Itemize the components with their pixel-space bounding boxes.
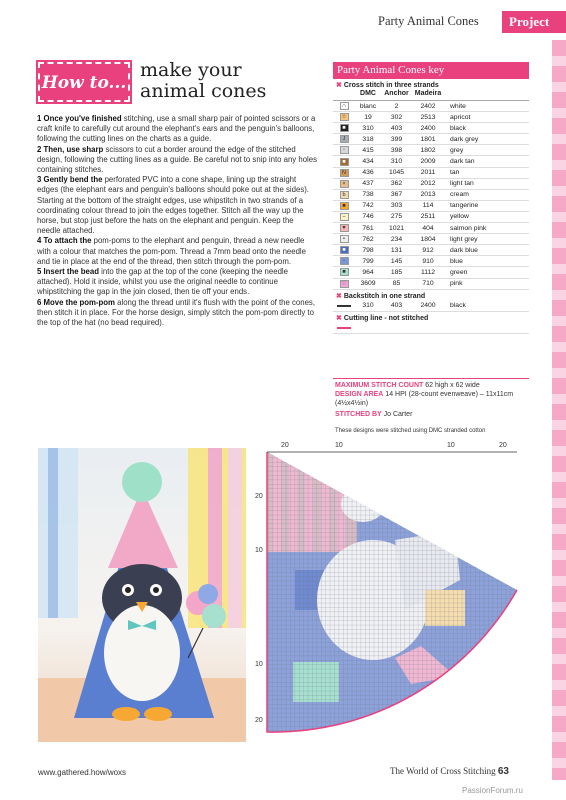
anchor-code: 275 <box>390 213 403 221</box>
dmc-code: 799 <box>362 257 374 265</box>
anchor-code: 310 <box>390 158 403 166</box>
cross-icon: ✖ <box>336 314 342 322</box>
dmc-code: 964 <box>362 268 374 276</box>
penguin-cone-illustration <box>38 448 246 742</box>
madeira-code: 2513 <box>420 113 436 121</box>
anchor-code: 302 <box>390 113 403 121</box>
key-row <box>333 123 529 134</box>
colour-name: grey <box>450 146 464 154</box>
key-rows <box>333 101 529 290</box>
thread-swatch-icon: ◦ <box>340 257 349 265</box>
dmc-code: 415 <box>362 146 374 154</box>
key-row <box>333 234 529 245</box>
design-info <box>335 381 535 419</box>
thread-swatch-icon: ◦ <box>340 146 349 154</box>
dmc-code: 746 <box>362 213 374 221</box>
thread-swatch-icon: × <box>340 180 349 188</box>
howto-badge: How to... <box>38 62 130 102</box>
dmc-code: 318 <box>362 135 374 143</box>
edge-decoration <box>552 40 566 780</box>
chart-left-tick: 20 <box>255 717 263 724</box>
cross-icon: ✖ <box>336 292 342 300</box>
key-row <box>333 245 529 256</box>
header-title: Party Animal Cones <box>378 14 479 28</box>
step-2: 2 Then, use sharp scissors to cut a border around the edge of the stitched design, following the cutting lines as a guide. Be careful not to snip into any holes containing stitches. <box>37 144 317 175</box>
colour-name: white <box>450 102 466 110</box>
colour-name: tangerine <box>450 202 479 210</box>
anchor-code: 1045 <box>388 169 405 177</box>
dmc-code: blanc <box>359 102 377 110</box>
anchor-code: 85 <box>392 280 401 288</box>
backstitch-line-icon <box>337 305 351 307</box>
cutting-line-icon <box>337 327 351 329</box>
thread-swatch-icon: ♥ <box>340 224 349 232</box>
anchor-code: 362 <box>390 180 403 188</box>
thread-swatch-icon: ■ <box>340 124 349 132</box>
cutting-line-row <box>333 323 529 334</box>
colour-name: tan <box>450 169 460 177</box>
colour-name: light grey <box>450 235 478 243</box>
section-tab: Project <box>502 11 566 33</box>
dmc-code: 434 <box>362 158 374 166</box>
colour-name: salmon pink <box>450 224 487 232</box>
key-row <box>333 256 529 267</box>
col-dmc: DMC <box>360 90 376 97</box>
thread-swatch-icon: ■ <box>340 202 349 210</box>
step-4: 4 To attach the pom-poms to the elephant and penguin, thread a new needle with a colour that matches the pom-pom. Thread a 7mm bead onto the needle and tie in place at the end of the thread, then stitch through the pom-pom. <box>37 236 307 266</box>
chart-left-tick: 20 <box>255 493 263 500</box>
madeira-code: 2009 <box>420 158 436 166</box>
dmc-code: 738 <box>362 191 374 199</box>
dmc-code: 3609 <box>360 280 376 288</box>
thread-swatch-icon: ■ <box>340 268 349 276</box>
anchor-code: 1021 <box>388 224 405 232</box>
madeira-code: 1801 <box>420 135 436 143</box>
col-anchor: Anchor <box>384 90 409 97</box>
madeira-code: 2402 <box>420 102 436 110</box>
anchor-code: 403 <box>390 124 403 132</box>
key-row <box>333 134 529 145</box>
thread-swatch-icon: J <box>340 135 349 143</box>
dmc-code: 798 <box>362 246 374 254</box>
chart-left-tick: 10 <box>255 547 263 554</box>
howto-heading: make your animal cones <box>140 59 267 102</box>
anchor-code: 185 <box>390 268 403 276</box>
cross-stitch-label: ✖ Cross stitch in three strands <box>336 82 439 89</box>
dmc-code: 742 <box>362 202 374 210</box>
dmc-code: 436 <box>362 169 374 177</box>
colour-name: yellow <box>450 213 469 221</box>
thread-swatch-icon: ♡ <box>340 280 349 288</box>
key-row <box>333 112 529 123</box>
cross-icon: ✖ <box>336 82 342 89</box>
thread-swatch-icon: ∩ <box>340 102 349 110</box>
madeira-code: 1112 <box>420 268 436 276</box>
madeira-code: 910 <box>422 257 434 265</box>
thread-swatch-icon: N <box>340 169 349 177</box>
dmc-code: 437 <box>362 180 374 188</box>
colour-name: green <box>450 268 468 276</box>
colour-name: apricot <box>450 113 471 121</box>
watermark: PassionForum.ru <box>462 786 523 795</box>
cutting-line-label: ✖ Cutting line - not stitched <box>336 314 429 322</box>
dmc-code: 310 <box>362 124 374 132</box>
colour-name: dark tan <box>450 158 475 166</box>
thread-swatch-icon: b <box>340 191 349 199</box>
colour-name: dark grey <box>450 135 479 143</box>
cross-stitch-chart <box>255 440 531 750</box>
key-divider <box>333 378 529 379</box>
instruction-steps <box>37 114 317 328</box>
key-row <box>333 212 529 223</box>
chart-graphic <box>255 440 531 750</box>
backstitch-label: ✖ Backstitch in one strand <box>336 292 426 300</box>
key-row <box>333 145 529 156</box>
colour-name: blue <box>450 257 463 265</box>
madeira-code: 1804 <box>420 235 436 243</box>
thread-swatch-icon: • <box>340 235 349 243</box>
madeira-code: 2511 <box>420 213 436 221</box>
dmc-code: 762 <box>362 235 374 243</box>
stitched-by: STITCHED BY Jo Carter <box>335 411 413 418</box>
penguin-cone-photo <box>38 448 246 742</box>
key-header-row <box>333 90 529 101</box>
key-row <box>333 279 529 290</box>
madeira-code: 2400 <box>420 124 436 132</box>
step-6: 6 Move the pom-pom along the thread until it's flush with the point of the cones, then stitch it in place. For the horse design, simply stitch the pom-pom directly to the top of the hat (no bead required). <box>37 297 315 328</box>
thread-swatch-icon: − <box>340 213 349 221</box>
dmc-code: 761 <box>362 224 374 232</box>
key-title: Party Animal Cones key <box>333 62 529 79</box>
anchor-code: 398 <box>390 146 403 154</box>
anchor-code: 234 <box>390 235 403 243</box>
colour-name: cream <box>450 191 469 199</box>
chart-top-tick: 10 <box>447 442 455 449</box>
madeira-code: 912 <box>422 246 434 254</box>
step-3: 3 Gently bend the perforated PVC into a cone shape, lining up the straight edges (the elephant ears and penguin's balloons should poke out at the sides). Starting at the bottom of the straight edges, use whipstitch in two strands of a coordinating colour thread to join the edges together. Stitch all the way up the horse, but stop just before the hats on the elephant and penguin. Keep the needle attached. <box>37 175 309 236</box>
key-row <box>333 201 529 212</box>
anchor-code: 367 <box>390 191 403 199</box>
thread-swatch-icon: ■ <box>340 246 349 254</box>
thread-note: These designs were stitched using DMC stranded cotton <box>335 428 486 434</box>
madeira-code: 2011 <box>420 169 436 177</box>
colour-name: dark blue <box>450 246 478 254</box>
madeira-code: 710 <box>422 280 434 288</box>
step-5: 5 Insert the bead into the gap at the top of the cone (keeping the needle attached). Hold it inside, whilst you use the original needle to continue whipstitching the gap in the join closed, then tie off your ends. <box>37 267 288 297</box>
madeira-code: 2013 <box>420 191 436 199</box>
colour-name: black <box>450 124 466 132</box>
footer-url: www.gathered.how/woxs <box>38 768 127 777</box>
page-number: 63 <box>497 766 509 777</box>
chart-top-tick: 20 <box>499 442 507 449</box>
stitch-count: MAXIMUM STITCH COUNT 62 high x 62 wide <box>335 382 480 389</box>
backstitch-row: 310 403 2400 black <box>333 301 529 312</box>
chart-left-tick: 10 <box>255 661 263 668</box>
colour-name: pink <box>450 280 463 288</box>
chart-top-tick: 10 <box>335 442 343 449</box>
anchor-code: 303 <box>390 202 403 210</box>
design-area: DESIGN AREA 14 HPI (28-count evenweave) – 11x11cm (4½x4½in) <box>335 391 514 407</box>
chart-top-tick: 20 <box>281 442 289 449</box>
step-1: 1 Once you've finished stitching, use a small sharp pair of pointed scissors or a craft knife to carefully cut around the elephant's ears and the penguin's balloons, following the cutting lines on the charts as a guide. <box>37 114 316 144</box>
key-row <box>333 156 529 167</box>
madeira-code: 1802 <box>420 146 436 154</box>
madeira-code: 404 <box>422 224 434 232</box>
key-row <box>333 267 529 278</box>
anchor-code: 145 <box>390 257 403 265</box>
footer-magazine: The World of Cross Stitching 63 <box>390 766 509 777</box>
dmc-code: 19 <box>364 113 372 121</box>
madeira-code: 114 <box>422 202 434 210</box>
anchor-code: 131 <box>390 246 403 254</box>
key-row <box>333 223 529 234</box>
key-row <box>333 101 529 112</box>
col-madeira: Madeira <box>414 90 442 97</box>
anchor-code: 399 <box>390 135 403 143</box>
thread-swatch-icon: ■ <box>340 158 349 166</box>
thread-swatch-icon: ☆ <box>340 113 349 121</box>
colour-name: light tan <box>450 180 474 188</box>
key-row <box>333 190 529 201</box>
key-row <box>333 179 529 190</box>
thread-key <box>333 62 529 334</box>
key-row <box>333 168 529 179</box>
anchor-code: 2 <box>394 102 399 110</box>
madeira-code: 2012 <box>420 180 436 188</box>
